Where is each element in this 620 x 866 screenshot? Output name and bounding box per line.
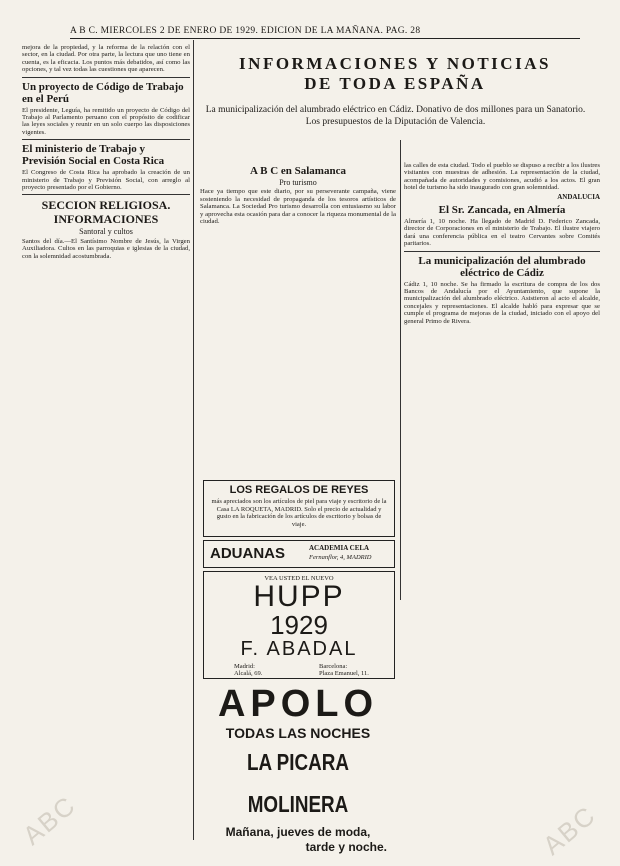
article-text: Almería 1, 10 noche. Ha llegado de Madrid D. Federico Zancada, director de Corporaciones en el ministerio de Trabajo. El ilustre viajero dará una conferencia pública en el teatro Cervantes sobre Comités paritarios. [404, 218, 600, 248]
divider [22, 194, 190, 195]
article-title: Un proyecto de Código de Trabajo en el Perú [22, 80, 184, 105]
ad-address: Alcalá, 69. [234, 670, 263, 677]
column-2-article [200, 162, 396, 462]
ad-text: más apreciados son los artículos de piel para viaje y escritorio de la Casa LA ROQUETA, MADRID. Solo el precio de actualidad y gusto en la fabricación de los artículos de escritorio y bolsas de viaje. [211, 498, 387, 528]
column-rule [400, 140, 401, 600]
watermark: ABC [536, 799, 602, 861]
ad-show: LA PICARA MOLINERA [247, 749, 349, 817]
article-title: El ministerio de Trabajo y Previsión Social en Costa Rica [22, 143, 165, 168]
ad-hupp [203, 571, 395, 679]
ad-academy: ACADEMIA CELA [309, 544, 370, 552]
article-title: La municipalización del alumbrado eléctrico de Cádiz [418, 254, 586, 279]
column-3 [404, 162, 600, 852]
religious-section-title: SECCION RELIGIOSA. INFORMACIONES [41, 198, 171, 227]
ad-aduanas [203, 540, 395, 568]
article-subtitle: Pro turismo [279, 178, 317, 187]
article-text: las calles de esta ciudad. Todo el pueblo se dispuso a recibir a los ilustres visitantes con muestras de adhesión. La representación de la ciudad, acompañada de autoridades y comisiones, acudió a los actos. El gran hotel de turismo ha sido inaugurado con gran solemnidad. [404, 162, 600, 192]
column-1 [22, 44, 190, 844]
article-text: Santos del día.—El Santísimo Nombre de Jesús, la Virgen Auxiliadora. Cultos en las parroquias e iglesias de la ciudad, con la solemnidad acostumbrada. [22, 237, 190, 260]
divider [22, 77, 190, 78]
ad-title: APOLO [217, 683, 379, 725]
ad-year: 1929 [270, 610, 328, 640]
ad-location-barcelona [319, 663, 369, 677]
article-text: Hace ya tiempo que este diario, por su perseverante campaña, viene sosteniendo la necesidad de propaganda de los tesoros artísticos de Salamanca. La Sociedad Pro turismo desarrolla con entusiasmo su labor y aprovecha esta ocasión para dar a conocer la riqueza monumental de la ciudad. [200, 188, 396, 226]
article-subtitle: Santoral y cultos [79, 227, 133, 237]
ad-city: Barcelona: [319, 663, 348, 670]
ad-tagline: VEA USTED EL NUEVO [264, 575, 334, 582]
ad-location-madrid [234, 663, 262, 677]
article-title: A B C en Salamanca [250, 165, 346, 177]
ad-address: Plaza Emanuel, 11. [319, 670, 369, 677]
page-header: A B C. MIERCOLES 2 DE ENERO DE 1929. EDICION DE LA MAÑANA. PAG. 28 [70, 26, 580, 39]
article-text: El Congreso de Costa Rica ha aprobado la creación de un ministerio de Trabajo y Previsión Social, con arreglo al proyecto presentado por el Gobierno. [22, 169, 190, 192]
ad-footer: tarde y noche. [305, 840, 387, 854]
ad-footer: Mañana, jueves de moda, [225, 825, 371, 839]
ad-city: Madrid: [234, 663, 255, 670]
article-text: mejora de la propiedad, y la reforma de la relación con el sector, en la ciudad. Por otra parte, la lectura que uno tiene en cuenta, es la eficacia. Los puntos más debatidos, así como las opciones, y tal vez todas las cuestiones que aparecen. [22, 44, 190, 74]
ad-apolo [203, 683, 393, 855]
ad-title: LOS REGALOS DE REYES [229, 484, 369, 496]
section-headline [200, 54, 590, 94]
article-title: El Sr. Zancada, en Almería [438, 204, 566, 217]
watermark: ABC [16, 789, 82, 851]
divider [404, 251, 600, 252]
headline-deck: La municipalización del alumbrado eléctrico en Cádiz. Donativo de dos millones para un Sanatorio. Los presupuestos de la Diputación de Valencia. [205, 105, 586, 127]
ad-model: HUPP [253, 580, 345, 613]
article-text: El presidente, Leguía, ha remitido un proyecto de Código del Trabajo al Parlamento peruano con el propósito de codificar las leyes sociales y reunir en un solo cuerpo las disposiciones vigentes. [22, 106, 190, 136]
headline-line-2: DE TODA ESPAÑA [304, 74, 486, 93]
ad-address: Fernanflor, 4, MADRID [309, 554, 372, 561]
column-rule [193, 40, 194, 840]
ad-dealer: F. ABADAL [240, 638, 358, 660]
region-label: ANDALUCIA [557, 192, 600, 201]
ad-regalos [203, 480, 395, 537]
article-text: Cádiz 1, 10 noche. Se ha firmado la escritura de compra de los dos Bancos de Andalucía por el Ayuntamiento, que supone la municipalización del alumbrado eléctrico. Asistieron al acto el alcalde, concejales y representaciones. El alcalde habló para expresar que se cumple el programa de mejoras de la ciudad, iniciado con el apoyo del general Primo de Rivera. [404, 280, 600, 325]
ad-schedule: TODAS LAS NOCHES [225, 725, 371, 741]
divider [22, 139, 190, 140]
ad-title: ADUANAS [210, 545, 285, 562]
headline-line-1: INFORMACIONES Y NOTICIAS [239, 54, 551, 73]
